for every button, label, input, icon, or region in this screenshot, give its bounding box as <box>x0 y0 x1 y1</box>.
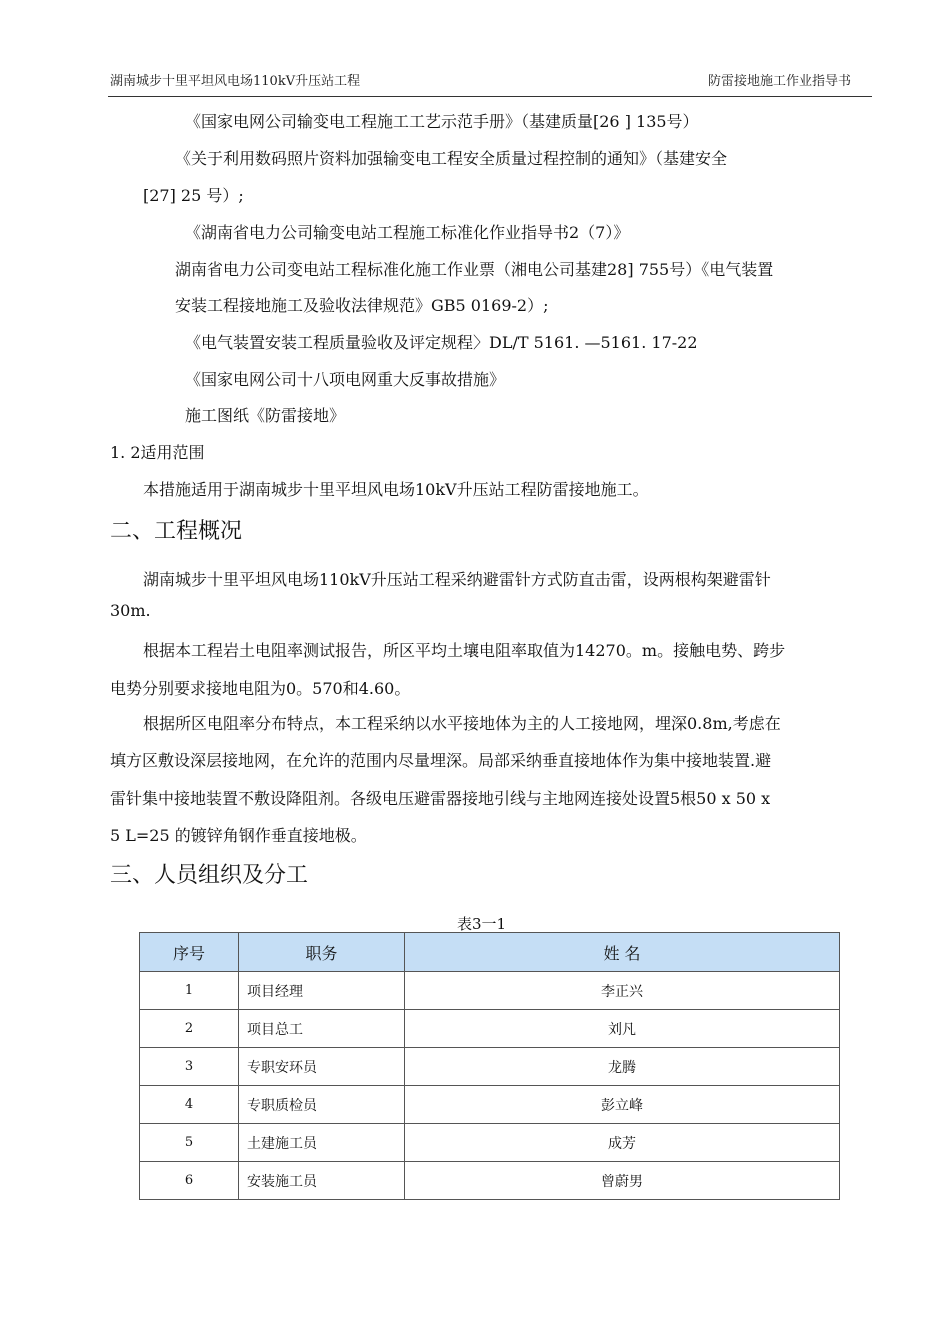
table-row <box>140 1048 840 1086</box>
column-header-name: 姓 名 <box>405 933 840 972</box>
overview-paragraph-line: 电势分别要求接地电阻为0。570和4.60。 <box>110 679 411 698</box>
row-number: 2 <box>140 1010 239 1048</box>
staff-table <box>139 932 840 1200</box>
overview-paragraph-line: 湖南城步十里平坦风电场110kV升压站工程采纳避雷针方式防直击雷，设两根构架避雷针 <box>143 570 771 589</box>
row-name: 龙腾 <box>405 1048 840 1086</box>
table-row <box>140 1162 840 1200</box>
reference-line: 施工图纸《防雷接地》 <box>185 406 346 425</box>
header-project-title: 湖南城步十里平坦风电场110kV升压站工程 <box>110 74 361 89</box>
reference-line: 湖南省电力公司变电站工程标准化施工作业票（湘电公司基建28] 755号）《电气装置 <box>175 260 774 279</box>
row-name: 李正兴 <box>405 972 840 1010</box>
row-number: 4 <box>140 1086 239 1124</box>
table-row <box>140 1124 840 1162</box>
section-heading-staff: 三、人员组织及分工 <box>110 863 309 888</box>
reference-line: 安装工程接地施工及验收法律规范》GB5 0169-2）; <box>175 296 549 315</box>
row-number: 3 <box>140 1048 239 1086</box>
row-position: 项目总工 <box>239 1010 405 1048</box>
header-divider <box>108 96 872 97</box>
table-caption: 表3一1 <box>457 915 507 933</box>
reference-line: 《国家电网公司十八项电网重大反事故措施》 <box>185 370 506 389</box>
row-position: 专职安环员 <box>239 1048 405 1086</box>
overview-paragraph-line: 5 L=25 的镀锌角钢作垂直接地极。 <box>110 826 367 845</box>
reference-line: 《电气装置安装工程质量验收及评定规程〉DL/T 5161. —5161. 17-22 <box>185 333 698 352</box>
row-number: 5 <box>140 1124 239 1162</box>
row-position: 安装施工员 <box>239 1162 405 1200</box>
scope-paragraph: 本措施适用于湖南城步十里平坦风电场10kV升压站工程防雷接地施工。 <box>143 480 649 499</box>
row-name: 曾蔚男 <box>405 1162 840 1200</box>
row-name: 彭立峰 <box>405 1086 840 1124</box>
row-number: 1 <box>140 972 239 1010</box>
reference-line: 《湖南省电力公司输变电站工程施工标准化作业指导书2（7）》 <box>185 223 630 242</box>
section-heading-scope: 1. 2适用范围 <box>110 443 205 462</box>
table-header-row <box>140 933 840 972</box>
reference-line: [27] 25 号）; <box>143 186 244 205</box>
row-name: 刘凡 <box>405 1010 840 1048</box>
section-heading-overview: 二、工程概况 <box>110 519 243 544</box>
table-row <box>140 1086 840 1124</box>
row-name: 成芳 <box>405 1124 840 1162</box>
row-position: 土建施工员 <box>239 1124 405 1162</box>
row-number: 6 <box>140 1162 239 1200</box>
row-position: 专职质检员 <box>239 1086 405 1124</box>
overview-paragraph-line: 填方区敷设深层接地网，在允许的范围内尽量埋深。局部采纳垂直接地体作为集中接地装置.避 <box>110 751 772 770</box>
reference-line: 《国家电网公司输变电工程施工工艺示范手册》（基建质量[26 ] 135号） <box>185 112 699 131</box>
column-header-number: 序号 <box>140 933 239 972</box>
overview-paragraph-line: 30m. <box>110 601 151 620</box>
column-header-position: 职务 <box>239 933 405 972</box>
overview-paragraph-line: 根据所区电阻率分布特点，本工程采纳以水平接地体为主的人工接地网，埋深0.8m,考虑在 <box>143 714 781 733</box>
overview-paragraph-line: 雷针集中接地装置不敷设降阻剂。各级电压避雷器接地引线与主地网连接处设置5根50 x 50 x <box>110 789 771 808</box>
table-row <box>140 1010 840 1048</box>
row-position: 项目经理 <box>239 972 405 1010</box>
header-document-title: 防雷接地施工作业指导书 <box>708 74 852 89</box>
table-row <box>140 972 840 1010</box>
reference-line: 《关于利用数码照片资料加强输变电工程安全质量过程控制的通知》（基建安全 <box>175 149 728 168</box>
overview-paragraph-line: 根据本工程岩土电阻率测试报告，所区平均土壤电阻率取值为14270。m。接触电势、跨步 <box>143 641 786 660</box>
